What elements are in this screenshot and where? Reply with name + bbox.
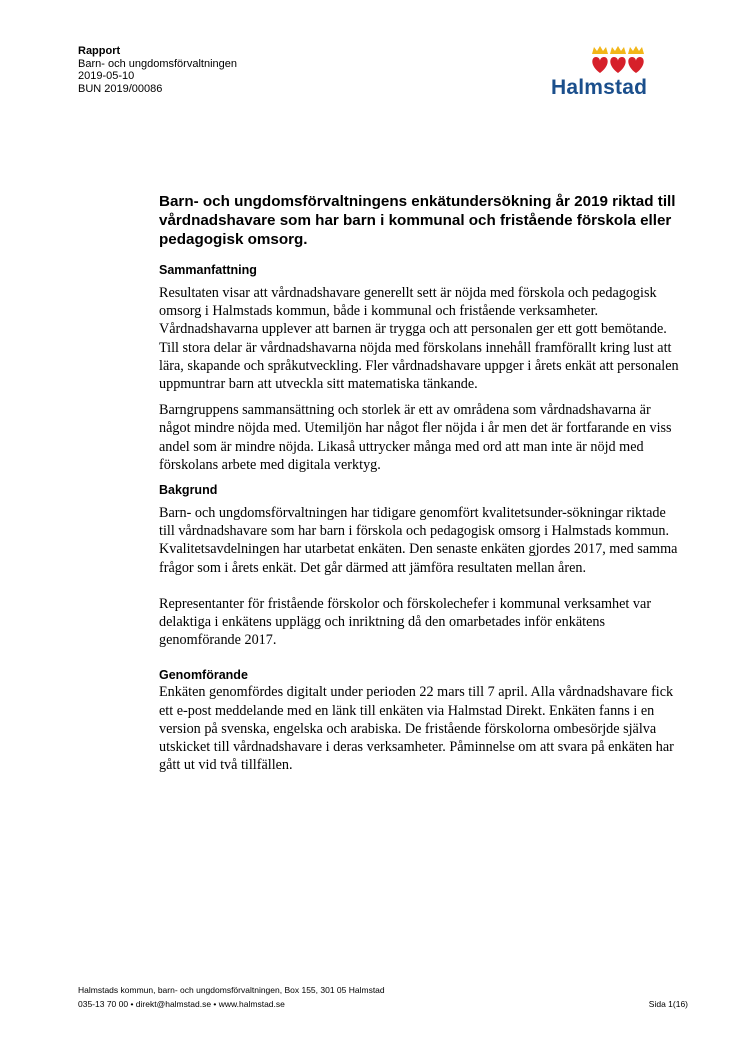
reference-number: BUN 2019/00086	[78, 82, 163, 95]
report-date: 2019-05-10	[78, 70, 135, 82]
report-header	[78, 45, 237, 95]
report-type: Rapport	[78, 45, 121, 57]
page-footer	[78, 983, 688, 1011]
document-body	[159, 192, 679, 782]
summary-paragraph-1: Resultaten visar att vårdnadshavare generellt sett är nöjda med förskola och pedagogisk omsorg i Halmstads kommun, både i kommunal och fristående verksamheter. Vårdnadshavarna upplever att barnen är trygga och att personalen ger ett gott bemötande. Till stora delar är vårdnadshavarna nöjda med förskolans innehåll framförallt kring lust att lära, skapande och språkutveckling. Fler vårdnadshavare uppger i årets enkät att personalen uppmuntrar barn att utveckla sitt matematiska tänkande.	[159, 285, 679, 393]
section-heading-implementation: Genomförande	[159, 668, 248, 683]
background-paragraph-2: Representanter för fristående förskolor och förskolechefer i kommunal verksamhet var delaktiga i enkätens upplägg och inriktning då den omarbetades inför enkätens genomförande 2017.	[159, 595, 652, 649]
footer-contact: 035-13 70 00 • direkt@halmstad.se • www.halmstad.se	[78, 999, 285, 1009]
document-title: Barn- och ungdomsförvaltningens enkätundersökning år 2019 riktad till vårdnadshavare som har barn i kommunal och fristående förskola eller pedagogisk omsorg.	[159, 193, 676, 248]
summary-paragraph-2: Barngruppens sammansättning och storlek är ett av områdena som vårdnadshavarna är något mindre nöjda med. Utemiljön har något fler nöjda i år men det är fortfarande en viss andel som är mindre nöjda. Likaså uttrycker många med ord att man inte är nöjd med förskolans arbete med digitala verktyg.	[159, 402, 672, 473]
footer-address: Halmstads kommun, barn- och ungdomsförvaltningen, Box 155, 301 05 Halmstad	[78, 985, 385, 995]
department-name: Barn- och ungdomsförvaltningen	[78, 57, 237, 70]
page-number: Sida 1(16)	[648, 999, 688, 1009]
crowns-hearts-icon	[546, 44, 664, 78]
section-heading-background: Bakgrund	[159, 483, 218, 498]
background-paragraph-1: Barn- och ungdomsförvaltningen har tidigare genomfört kvalitetsunder-sökningar riktade till vårdnadshavare som har barn i förskola och pedagogisk omsorg i Halmstads kommun. Kvalitetsavdelningen har utarbetat enkäten. Den senaste enkäten gjordes 2017, med samma frågor som i årets enkät. Det går därmed att jämföra resultaten mellan åren.	[159, 505, 678, 576]
logo-wordmark: Halmstad	[551, 76, 648, 99]
implementation-paragraph-1: Enkäten genomfördes digitalt under perioden 22 mars till 7 april. Alla vårdnadshavare fick ett e-post meddelande med en länk till enkäten via Halmstad Direkt. Enkäten fanns i en version på svenska, engelska och arabiska. De fristående förskolorna ombesörjde själva utskicket till vårdnadshavare i deras verksamheter. Påminnelse om att svara på enkäten har gått ut vid två tillfällen.	[159, 684, 674, 774]
section-heading-summary: Sammanfattning	[159, 263, 257, 277]
halmstad-logo	[546, 44, 664, 102]
